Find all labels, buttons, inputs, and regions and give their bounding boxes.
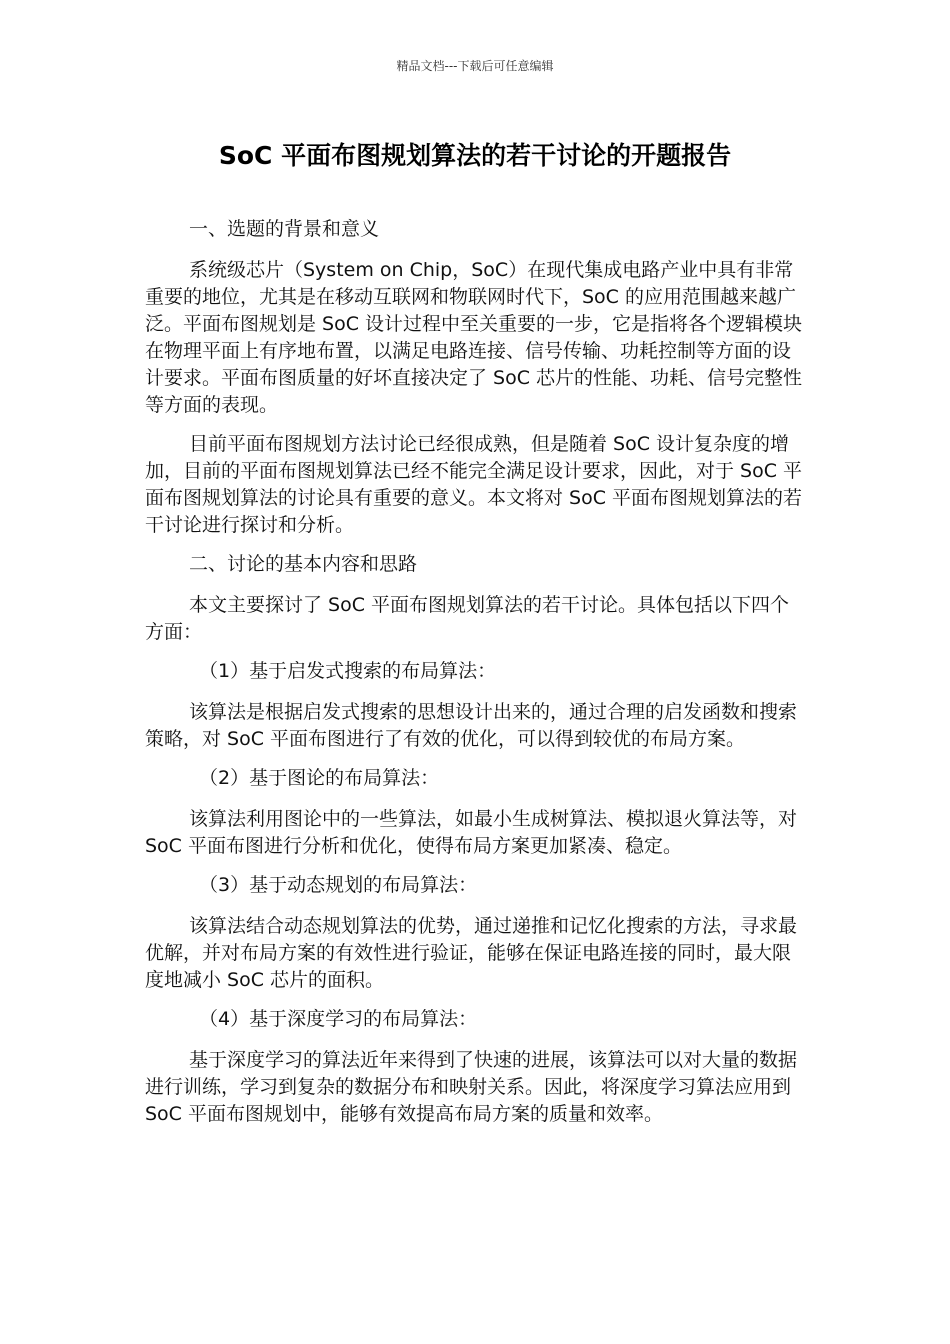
item-heading-deep-learning: （4）基于深度学习的布局算法： [199,1008,478,1030]
item-heading-dynamic: （3）基于动态规划的布局算法： [199,874,478,896]
section-heading-content: 二、讨论的基本内容和思路 [189,553,418,575]
item-text-graph: 该算法利用图论中的一些算法，如最小生成树算法、模拟退火算法等，对 SoC 平面布图进行分析和优化，使得布局方案更加紧凑、稳定。 [145,808,798,857]
item-heading-heuristic: （1）基于启发式搜索的布局算法： [199,660,497,682]
item-heading-graph: （2）基于图论的布局算法： [199,767,440,789]
item-text-dynamic: 该算法结合动态规划算法的优势，通过递推和记忆化搜索的方法，寻求最优解，并对布局方案的有效性进行验证，能够在保证电路连接的同时，最大限度地减小 SoC 芯片的面积。 [145,915,798,991]
paragraph-background-2: 目前平面布图规划方法讨论已经很成熟，但是随着 SoC 设计复杂度的增加，目前的平面布图规划算法已经不能完全满足设计要求，因此，对于 SoC 平面布图规划算法的讨论具有重要的意义。本文将对 SoC 平面布图规划算法的若干讨论进行探讨和分析。 [145,433,803,536]
item-text-heuristic: 该算法是根据启发式搜索的思想设计出来的，通过合理的启发函数和搜索策略，对 SoC 平面布图进行了有效的优化，可以得到较优的布局方案。 [145,701,798,750]
paragraph-content-intro: 本文主要探讨了 SoC 平面布图规划算法的若干讨论。具体包括以下四个方面： [145,594,790,643]
document-body [145,216,805,1140]
document-title: SoC 平面布图规划算法的若干讨论的开题报告 [218,141,732,170]
item-text-deep-learning: 基于深度学习的算法近年来得到了快速的进展，该算法可以对大量的数据进行训练，学习到复杂的数据分布和映射关系。因此，将深度学习算法应用到 SoC 平面布图规划中，能够有效提高布局方案的质量和效率。 [145,1049,798,1125]
section-heading-background: 一、选题的背景和意义 [189,218,380,240]
header-note: 精品文档---下载后可任意编辑 [396,59,554,73]
paragraph-background-1: 系统级芯片（System on Chip，SoC）在现代集成电路产业中具有非常重要的地位，尤其是在移动互联网和物联网时代下，SoC 的应用范围越来越广泛。平面布图规划是 SoC 设计过程中至关重要的一步，它是指将各个逻辑模块在物理平面上有序地布置，以满足电路连接、信号传输、功耗控制等方面的设计要求。平面布图质量的好坏直接决定了 SoC 芯片的性能、功耗、信号完整性等方面的表现。 [145,259,803,416]
